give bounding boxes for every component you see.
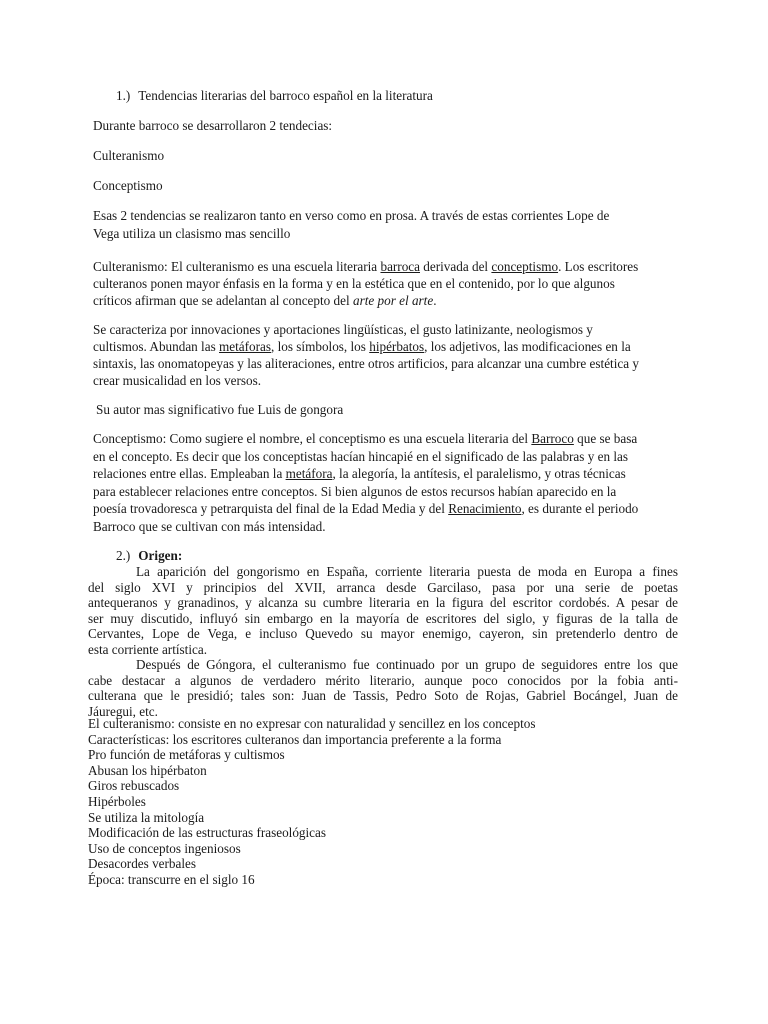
text-line: ser muy discutido, influyó sin embargo en la mayoría de escritores del siglo, y figuras de la talla de bbox=[88, 610, 678, 626]
text-line: Cervantes, Lope de Vega, e incluso Quevedo su mayor enemigo, cayeron, sin pretenderlo dentro de bbox=[88, 626, 678, 642]
author-line: Su autor mas significativo fue Luis de gongora bbox=[96, 402, 344, 417]
link-hiperbatos[interactable]: hipérbatos bbox=[369, 339, 425, 354]
text-line: Barroco que se cultivan con más intensidad. bbox=[93, 518, 326, 534]
list-item: Pro función de metáforas y cultismos bbox=[88, 747, 285, 763]
text-run: , los adjetivos, las modificaciones en la bbox=[424, 339, 631, 354]
text-run: , la alegoría, la antítesis, el paralelismo, y otras técnicas bbox=[332, 466, 626, 481]
culteranismo-characteristics bbox=[93, 321, 678, 389]
text-line: del siglo XVI y principios del XVII, arranca desde Garcilaso, pasa por una serie de poetas bbox=[88, 579, 678, 595]
text-line: La aparición del gongorismo en España, corriente literaria puesta de moda en Europa a fines bbox=[136, 564, 678, 579]
text-run: relaciones entre ellas. Empleaban la bbox=[93, 466, 286, 481]
text-run: Conceptismo: Como sugiere el nombre, el conceptismo es una escuela literaria del bbox=[93, 431, 532, 446]
text-line: Después de Góngora, el culteranismo fue continuado por un grupo de seguidores entre los que bbox=[136, 657, 678, 672]
text-run: críticos afirman que se adelantan al concepto del bbox=[93, 293, 353, 308]
culteranismo-definition bbox=[93, 258, 678, 309]
section-2-heading bbox=[116, 548, 182, 564]
text-line: Jáuregui, etc. bbox=[88, 703, 158, 719]
item-conceptismo: Conceptismo bbox=[93, 178, 163, 193]
link-barroca[interactable]: barroca bbox=[380, 259, 420, 274]
intro-paragraph: Durante barroco se desarrollaron 2 tendecias: bbox=[93, 118, 333, 133]
text-line: esta corriente artística. bbox=[88, 641, 207, 657]
text-line: crear musicalidad en los versos. bbox=[93, 373, 262, 388]
list-item: Giros rebuscados bbox=[88, 778, 180, 794]
text-line: antequeranos y granadinos, y alcanza su cumbre literaria en la figura del escritor cordobés. A pesar de bbox=[88, 595, 678, 611]
text-line: culterana que le presidió; tales son: Juan de Tassis, Pedro Soto de Rojas, Gabriel Bocángel, Juan de bbox=[88, 688, 678, 704]
italic-term: arte por el arte bbox=[352, 293, 434, 308]
text-run: derivada del bbox=[420, 259, 492, 274]
text-line: Se caracteriza por innovaciones y aportaciones lingüísticas, el gusto latinizante, neologismos y bbox=[93, 322, 593, 337]
section-1-number: 1.) bbox=[116, 88, 131, 103]
characteristics-list bbox=[88, 716, 536, 888]
list-item: Uso de conceptos ingeniosos bbox=[88, 840, 241, 856]
link-barroco[interactable]: Barroco bbox=[531, 431, 574, 446]
text-line: Vega utiliza un clasismo mas sencillo bbox=[93, 225, 291, 241]
link-metaforas[interactable]: metáforas bbox=[219, 339, 272, 354]
both-tendencies-paragraph bbox=[93, 207, 678, 242]
text-line: sintaxis, las onomatopeyas y las aliteraciones, entre otros artificios, para alcanzar una cumbre estética y bbox=[93, 356, 639, 371]
text-run: . Los escritores bbox=[558, 259, 639, 274]
list-item: Época: transcurre en el siglo 16 bbox=[88, 871, 255, 887]
text-run: Culteranismo: El culteranismo es una escuela literaria bbox=[93, 259, 381, 274]
conceptismo-definition bbox=[93, 430, 678, 535]
section-1-title: Tendencias literarias del barroco español en la literatura bbox=[138, 88, 433, 103]
list-item: Desacordes verbales bbox=[88, 856, 197, 872]
section-2-number: 2.) bbox=[116, 548, 131, 563]
item-culteranismo: Culteranismo bbox=[93, 148, 165, 163]
text-run: , los símbolos, los bbox=[271, 339, 370, 354]
list-item: Hipérboles bbox=[88, 793, 146, 809]
link-conceptismo[interactable]: conceptismo bbox=[491, 259, 559, 274]
text-run: poesía trovadoresca y petrarquista del final de la Edad Media y del bbox=[93, 501, 449, 516]
link-metafora[interactable]: metáfora bbox=[285, 466, 333, 481]
text-line: para establecer relaciones entre conceptos. Si bien algunos de estos recursos habían aparecido en la bbox=[93, 483, 617, 499]
text-line: en el concepto. Es decir que los conceptistas hacían hincapié en el significado de las palabras y en las bbox=[93, 448, 628, 464]
text-run: , es durante el periodo bbox=[521, 501, 639, 516]
text-line: culteranos ponen mayor énfasis en la forma y en la estética que en el contenido, por lo que algunos bbox=[93, 276, 615, 291]
text-line: cabe destacar a algunos de verdadero mérito literario, aunque poco conocidos por la fobia anti- bbox=[88, 672, 678, 688]
list-item: El culteranismo: consiste en no expresar con naturalidad y sencillez en los conceptos bbox=[88, 716, 536, 731]
list-item: Abusan los hipérbaton bbox=[88, 762, 207, 778]
text-run: cultismos. Abundan las bbox=[93, 339, 220, 354]
origen-paragraph-1 bbox=[88, 564, 678, 658]
list-item: Se utiliza la mitología bbox=[88, 809, 205, 825]
origen-paragraph-2 bbox=[88, 657, 678, 719]
list-item: Modificación de las estructuras fraseológicas bbox=[88, 825, 327, 841]
link-renacimiento[interactable]: Renacimiento bbox=[448, 501, 522, 516]
section-1-heading bbox=[116, 87, 433, 104]
section-2-title: Origen: bbox=[138, 548, 183, 563]
list-item: Características: los escritores culteranos dan importancia preferente a la forma bbox=[88, 731, 502, 747]
text-line: Esas 2 tendencias se realizaron tanto en verso como en prosa. A través de estas corrientes Lope de bbox=[93, 208, 610, 223]
text-run: . bbox=[433, 293, 437, 308]
text-run: que se basa bbox=[573, 431, 638, 446]
